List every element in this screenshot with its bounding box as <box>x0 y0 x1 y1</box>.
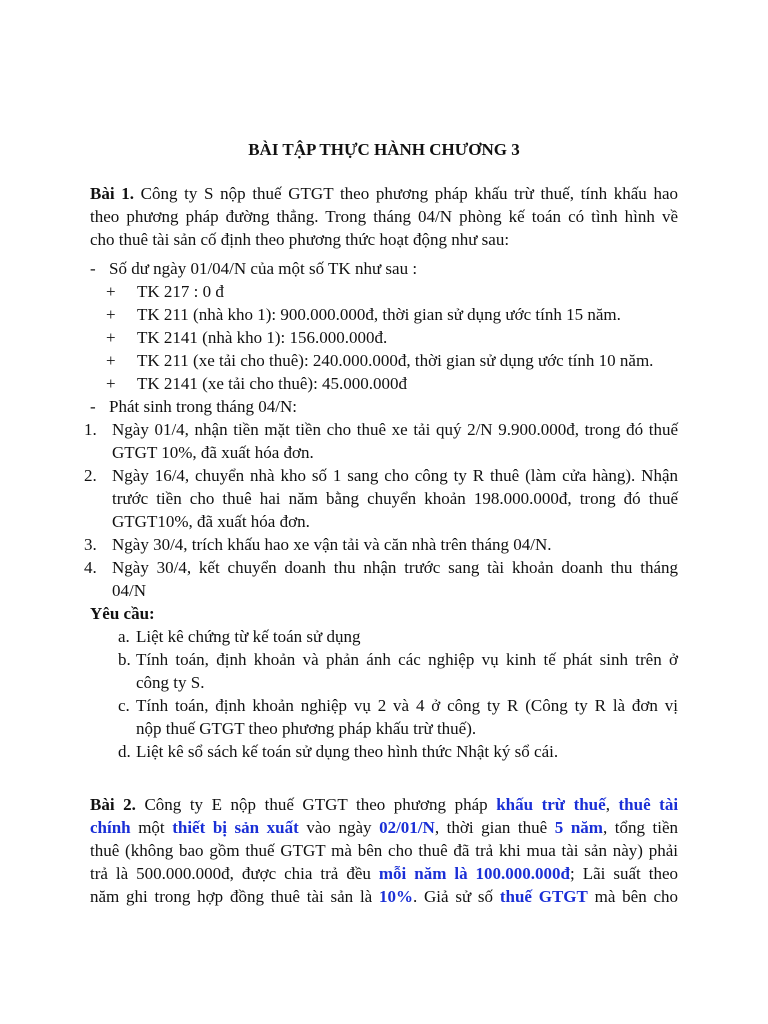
requirement-item <box>118 740 678 763</box>
requirement-line: Liệt kê chứng từ kế toán sử dụng <box>136 627 361 646</box>
balance-item: TK 217 : 0 đ <box>137 282 224 301</box>
requirement-item <box>118 648 678 694</box>
bai2-paragraph <box>90 793 678 908</box>
requirement-line: Tính toán, định khoản và phản ánh các nghiệp vụ kinh tế phát sinh trên ở <box>136 650 678 669</box>
event-item <box>84 464 678 533</box>
bai2-highlight: thuế GTGT <box>499 887 588 906</box>
event-item <box>84 418 678 464</box>
bai2-highlight: chính <box>90 818 131 837</box>
bai1-label: Bài 1. <box>90 184 134 203</box>
bai2-line4 <box>90 862 678 885</box>
bai1-intro-text1: Công ty S nộp thuế GTGT theo phương pháp khấu trừ thuế, tính khấu hao <box>140 184 678 203</box>
bai2-highlight: 02/01/N <box>379 818 435 837</box>
page-title: BÀI TẬP THỰC HÀNH CHƯƠNG 3 <box>248 140 520 159</box>
requirement-letter: c. <box>118 696 130 715</box>
bai2-text: ; Lãi suất theo <box>570 864 678 883</box>
balance-bullet: + <box>106 328 116 347</box>
bai2-line5 <box>90 885 678 908</box>
bai2-text: mà bên cho <box>594 887 679 906</box>
requirement-line: Liệt kê sổ sách kế toán sử dụng theo hình thức Nhật ký sổ cái. <box>136 742 559 761</box>
balance-bullet: + <box>106 282 116 301</box>
event-line: Ngày 30/4, kết chuyển doanh thu nhận trước sang tài khoản doanh thu tháng <box>112 558 678 577</box>
balance-item: TK 2141 (nhà kho 1): 156.000.000đ. <box>137 328 388 347</box>
event-line: Ngày 30/4, trích khấu hao xe vận tải và căn nhà trên tháng 04/N. <box>112 535 552 554</box>
requirement-line: công ty S. <box>136 673 205 692</box>
dash-marker: - <box>90 397 96 416</box>
requirement-item <box>118 694 678 740</box>
requirement-line: nộp thuế GTGT theo phương pháp khấu trừ thuế). <box>136 719 477 738</box>
event-line: Ngày 01/4, nhận tiền mặt tiền cho thuê xe tải quý 2/N 9.900.000đ, trong đó thuế <box>112 420 678 439</box>
balance-item: TK 211 (nhà kho 1): 900.000.000đ, thời gian sử dụng ước tính 15 năm. <box>137 305 621 324</box>
bai2-text: , <box>605 795 610 814</box>
event-number: 3. <box>84 535 97 554</box>
requirement-line: Tính toán, định khoản nghiệp vụ 2 và 4 ở công ty R (Công ty R là đơn vị <box>136 696 678 715</box>
event-number: 1. <box>84 420 97 439</box>
bai2-text: vào ngày <box>306 818 372 837</box>
requirements-heading: Yêu cầu: <box>90 604 155 623</box>
requirement-letter: b. <box>118 650 131 669</box>
bai2-highlight: 5 năm <box>554 818 603 837</box>
event-item <box>84 556 678 602</box>
bai2-text: . Giả sử số <box>413 887 494 906</box>
event-number: 4. <box>84 558 97 577</box>
requirement-item <box>118 625 678 648</box>
event-line: Ngày 16/4, chuyển nhà kho số 1 sang cho công ty R thuê (làm cửa hàng). Nhận <box>112 466 678 485</box>
bai2-highlight: 10% <box>379 887 413 906</box>
balance-item: TK 211 (xe tải cho thuê): 240.000.000đ, thời gian sử dụng ước tính 10 năm. <box>137 351 654 370</box>
bai1-intro-line3: cho thuê tài sản cố định theo phương thức hoạt động như sau: <box>90 230 510 249</box>
transactions-heading: Phát sinh trong tháng 04/N: <box>109 397 297 416</box>
bai2-line2 <box>90 816 678 839</box>
bai2-label: Bài 2. <box>90 795 136 814</box>
event-number: 2. <box>84 466 97 485</box>
requirement-letter: a. <box>118 627 130 646</box>
bai2-text: một <box>138 818 165 837</box>
bai1-intro-line1 <box>90 182 678 205</box>
requirement-letter: d. <box>118 742 131 761</box>
balance-bullet: + <box>106 351 116 370</box>
bai2-line3: thuê (không bao gồm thuế GTGT mà bên cho thuê đã trả khi mua tài sản này) phải <box>90 841 678 860</box>
bai1-intro <box>90 182 678 251</box>
balance-item: TK 2141 (xe tải cho thuê): 45.000.000đ <box>137 374 408 393</box>
event-line: GTGT 10%, đã xuất hóa đơn. <box>112 443 314 462</box>
bai2-text: , thời gian thuê <box>434 818 548 837</box>
dash-marker: - <box>90 259 96 278</box>
bai2-text: Công ty E nộp thuế GTGT theo phương pháp <box>144 795 488 814</box>
event-line: trước tiền cho thuê hai năm bằng chuyển khoản 198.000.000đ, trong đó thuế <box>112 489 678 508</box>
bai2-line1 <box>90 793 678 816</box>
balance-bullet: + <box>106 305 116 324</box>
bai2-highlight: thuê tài <box>618 795 679 814</box>
event-line: 04/N <box>112 581 146 600</box>
bai2-text: , tổng tiền <box>602 818 679 837</box>
event-item <box>84 533 678 556</box>
bai2-text: năm ghi trong hợp đồng thuê tài sản là <box>90 887 373 906</box>
balance-bullet: + <box>106 374 116 393</box>
event-line: GTGT10%, đã xuất hóa đơn. <box>112 512 310 531</box>
bai2-highlight: mỗi năm là 100.000.000đ <box>378 864 571 883</box>
bai2-text: trả là 500.000.000đ, được chia trả đều <box>90 864 371 883</box>
bai2-highlight: thiết bị sản xuất <box>172 818 299 837</box>
bai1-intro-line2: theo phương pháp đường thẳng. Trong tháng 04/N phòng kế toán có tình hình về <box>90 207 678 226</box>
opening-balance-heading: Số dư ngày 01/04/N của một số TK như sau : <box>109 259 418 278</box>
bai2-highlight: khấu trừ thuế <box>496 795 606 814</box>
